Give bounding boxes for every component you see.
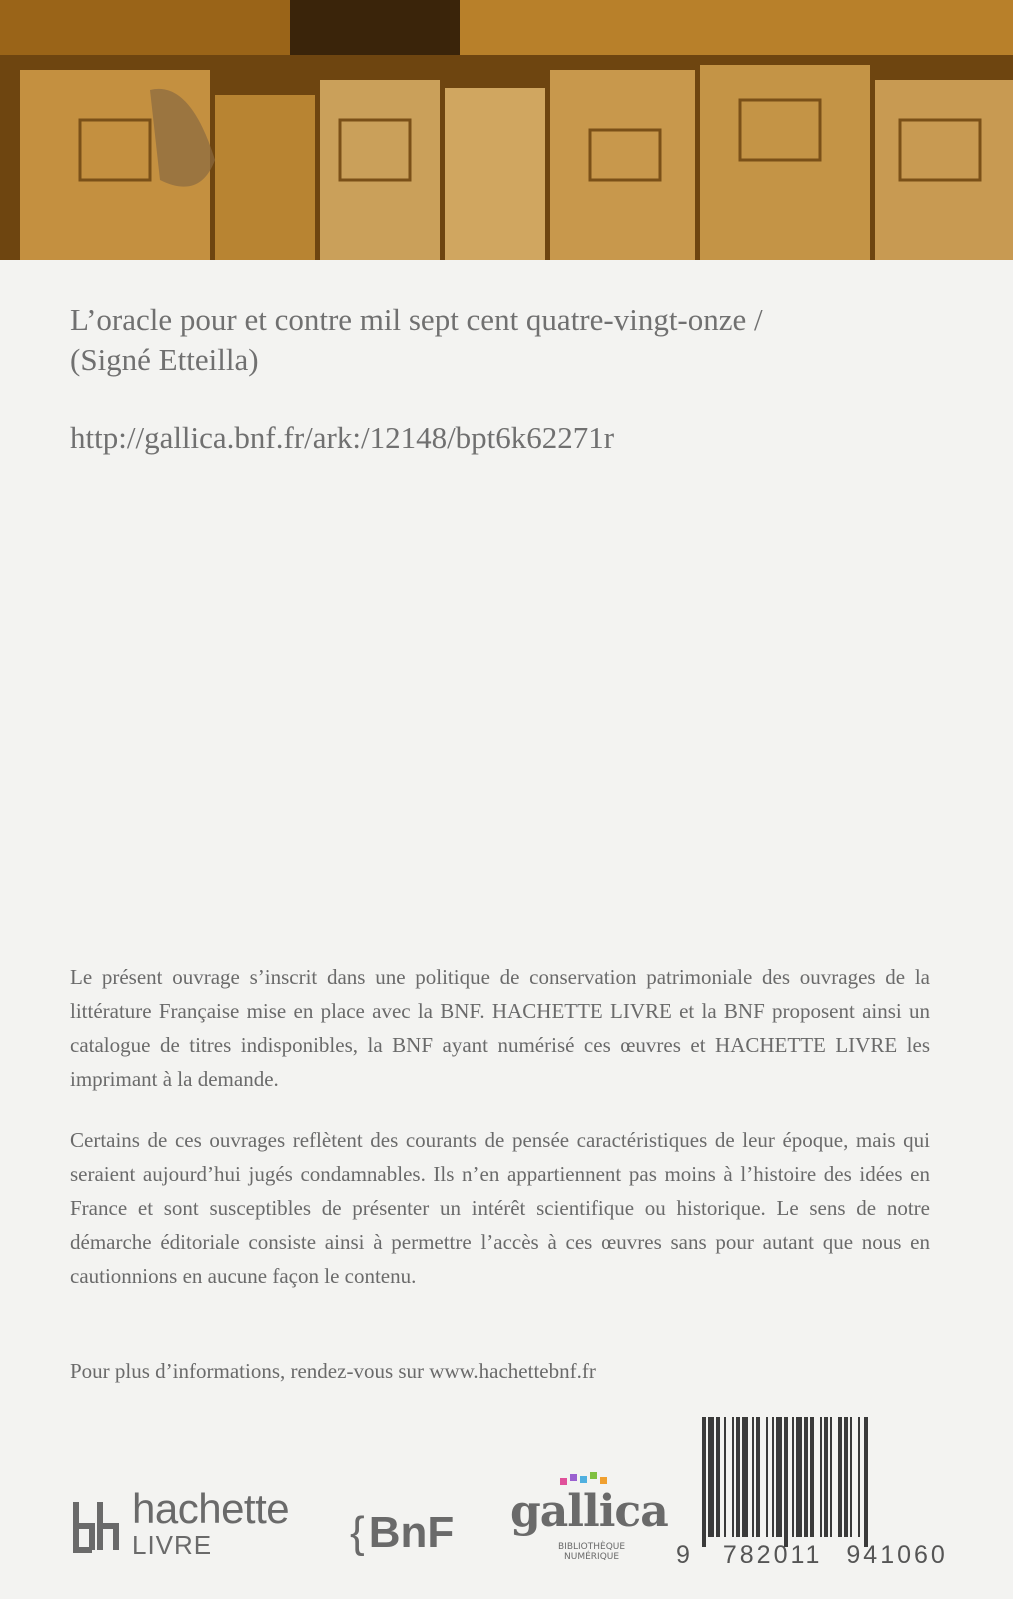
livre-wordmark: LIVRE	[132, 1530, 213, 1560]
hachette-livre-logo	[72, 1485, 290, 1560]
barcode-bar	[804, 1417, 808, 1537]
notice-paragraph-2: Certains de ces ouvrages reflètent des courants de pensée caractéristiques de leur époque, mais qui seraient aujourd’hui jugés condamnables. Ils n’en appartiennent pas moins à l’histoire des idées en France et sont susceptibles de présenter un intérêt scientifique ou historique. Le sens de notre démarche éditoriale consiste ainsi à permettre l’accès à ces œuvres sans pour autant que nous en cautionnions en aucune façon le contenu.	[70, 1128, 930, 1288]
barcode-digits	[676, 1541, 948, 1570]
barcode-bar	[708, 1417, 714, 1537]
barcode-bar	[792, 1417, 794, 1537]
gallica-dots-icon	[560, 1472, 610, 1486]
gallica-wordmark: gallica	[510, 1486, 668, 1537]
barcode-bar	[864, 1417, 868, 1547]
bnf-logo	[350, 1508, 454, 1558]
book-title: L’oracle pour et contre mil sept cent quatre-vingt-onze / (Signé Etteilla)	[70, 302, 763, 377]
book-spines-illustration	[0, 0, 1013, 260]
barcode-bar	[752, 1417, 754, 1537]
isbn-barcode	[700, 1417, 948, 1547]
barcode-bar	[716, 1417, 720, 1537]
barcode-bar	[850, 1417, 852, 1537]
gallica-subtitle: BIBLIOTHÈQUE NUMÉRIQUE	[558, 1542, 626, 1562]
barcode-bar	[742, 1417, 748, 1537]
gallica-logo	[510, 1468, 668, 1568]
barcode-bar	[732, 1417, 734, 1537]
barcode-group-2: 941060	[846, 1541, 948, 1569]
barcode-bar	[830, 1417, 832, 1537]
barcode-bar	[736, 1417, 740, 1537]
barcode-bar	[776, 1417, 782, 1537]
barcode-bar	[756, 1417, 760, 1537]
notice-paragraph-1: Le présent ouvrage s’inscrit dans une politique de conservation patrimoniale des ouvrages de la littérature Française mise en place avec la BNF. HACHETTE LIVRE et la BNF proposent ainsi un catalogue de titres indisponibles, la BNF ayant numérisé ces œuvres et HACHETTE LIVRE les imprimant à la demande.	[70, 965, 930, 1091]
bnf-brace: {	[350, 1508, 365, 1557]
barcode-bar	[772, 1417, 774, 1537]
barcode-bar	[844, 1417, 848, 1537]
barcode-bar	[766, 1417, 768, 1537]
barcode-bar	[796, 1417, 802, 1537]
hachette-wordmark: hachette	[132, 1485, 290, 1532]
bnf-wordmark: BnF	[368, 1508, 455, 1557]
cover-photo-library-shelf	[0, 0, 1013, 260]
notice-paragraph-3: Pour plus d’informations, rendez-vous sur www.hachettebnf.fr	[70, 1359, 596, 1383]
barcode-bar	[810, 1417, 814, 1537]
barcode-bar	[724, 1417, 726, 1537]
barcode-bar	[824, 1417, 828, 1537]
barcode-bar	[858, 1417, 860, 1537]
gallica-url[interactable]: http://gallica.bnf.fr/ark:/12148/bpt6k62271r	[70, 420, 615, 455]
barcode-bar	[784, 1417, 788, 1547]
barcode-bar	[702, 1417, 706, 1547]
barcode-bar	[838, 1417, 842, 1537]
barcode-group-1: 782011	[722, 1541, 823, 1569]
hachette-mark-icon	[72, 1498, 120, 1554]
barcode-bar	[820, 1417, 822, 1537]
barcode-lead-digit: 9	[676, 1541, 693, 1569]
